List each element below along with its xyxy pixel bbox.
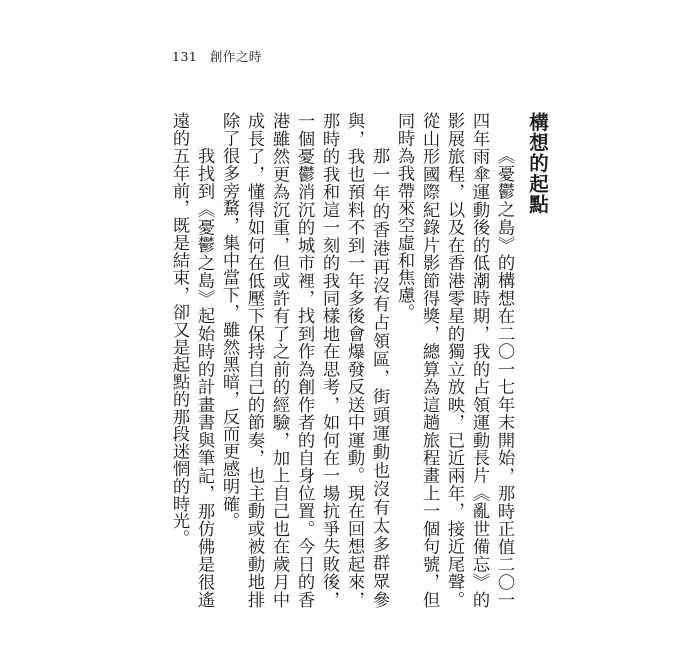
page-number: 131	[172, 49, 198, 64]
paragraph-2: 那一年的香港再沒有占領區，街頭運動也沒有太多群眾參與，我也預料不到一年多後會爆發反送中運動。現在回想起來，那時的我和這一刻的我同樣地在思考，如何在一場抗爭失敗後，一個憂鬱消沉的城市裡，找到作為創作者的自身位置。今日的香港雖然更為沉重，但或許有了之前的經驗，加上自己也在歲月中成長了，懂得如何在低壓下保持自己的節奏，也主動或被動地排除了很多旁騖，集中當下，雖然黑暗，反而更感明確。	[219, 112, 389, 608]
section-heading: 構想的起點	[526, 112, 549, 215]
running-header	[172, 47, 262, 65]
paragraph-3: 我找到《憂鬱之島》起始時的計畫書與筆記，那仿佛是很遙遠的五年前，既是結束，卻又是起點的那段迷惘的時光。	[169, 112, 214, 608]
running-title: 創作之時	[209, 49, 262, 64]
paragraph-1: 《憂鬱之島》的構想在二〇一七年末開始，那時正值二〇一四年雨傘運動後的低潮時期，我的占領運動長片《亂世備忘》的影展旅程，以及在香港零星的獨立放映，已近兩年，接近尾聲。從山形國際紀錄片影節得獎，總算為這趟旅程畫上一個句號，但同時為我帶來空虛和焦慮。	[394, 112, 514, 608]
vertical-text-body	[168, 112, 550, 608]
